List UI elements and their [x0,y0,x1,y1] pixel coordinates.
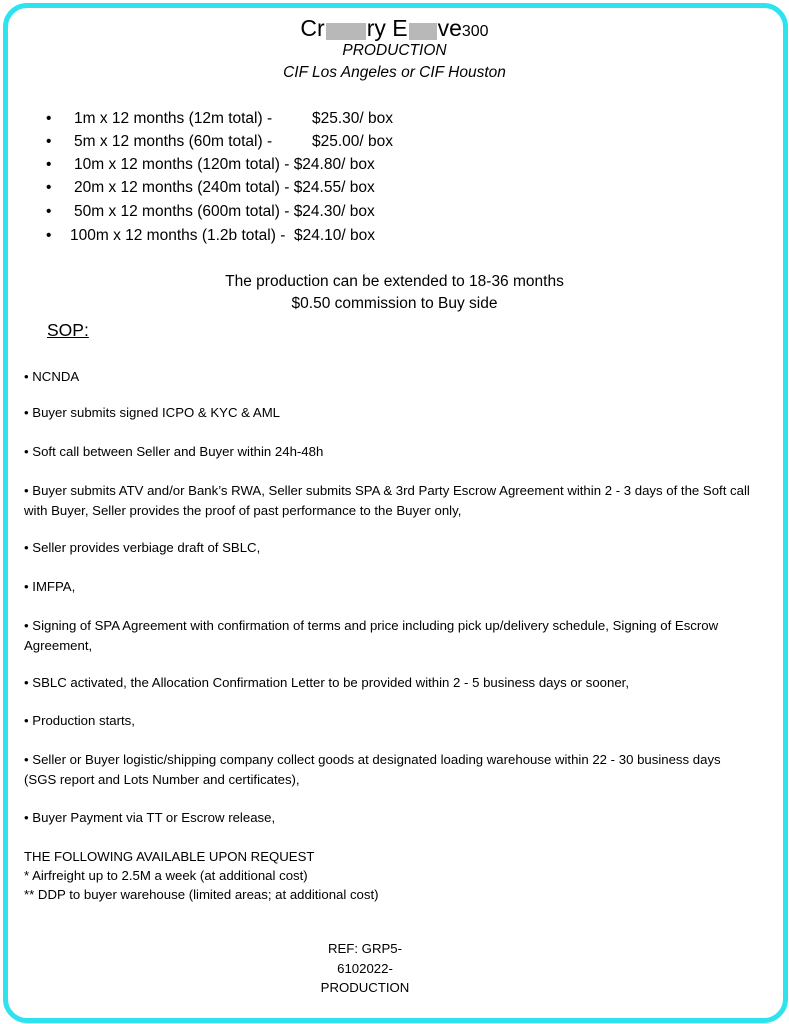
commission-note: $0.50 commission to Buy side [291,295,498,312]
redaction-block [326,23,366,40]
sop-step: • NCNDA [24,369,80,384]
request-heading: THE FOLLOWING AVAILABLE UPON REQUEST [24,849,315,864]
sop-step: • Seller or Buyer logistic/shipping company collect goods at designated loading warehouse within 22 - 30 business days (SGS report and Lots Number and certificates), [24,752,721,787]
sop-step: • Signing of SPA Agreement with confirmation of terms and price including pick up/delivery schedule, Signing of Escrow Agreement, [24,618,719,653]
tier-price: $24.10/ box [294,227,376,244]
reference-line: 6102022- [337,961,393,976]
price-tier [46,202,375,222]
title-suffix: 300 [461,23,489,40]
tier-price: $24.55/ box [293,179,375,196]
price-tier [46,155,375,175]
tier-term: 1m x 12 months (12m total) - [74,110,273,127]
tier-price: $25.30/ box [312,110,394,127]
sop-heading: SOP: [47,320,89,340]
sop-step: • Soft call between Seller and Buyer within 24h-48h [24,444,324,459]
sop-step: • Production starts, [24,713,135,728]
tier-term: 100m x 12 months (1.2b total) - [70,227,286,244]
tier-price: $25.00/ box [312,133,394,150]
sop-step: • Buyer Payment via TT or Escrow release, [24,810,276,825]
request-item: ** DDP to buyer warehouse (limited areas; at additional cost) [24,887,379,902]
sop-step: • SBLC activated, the Allocation Confirmation Letter to be provided within 2 - 5 business days or sooner, [24,675,629,690]
bullet: • [46,179,52,196]
sop-step: • IMFPA, [24,579,76,594]
tier-term: 5m x 12 months (60m total) - [74,133,273,150]
request-item: * Airfreight up to 2.5M a week (at additional cost) [24,868,308,883]
bullet: • [46,156,52,173]
tier-price: $24.80/ box [293,156,375,173]
reference-line: PRODUCTION [320,980,410,995]
bullet: • [46,110,52,127]
sop-step: • Buyer submits signed ICPO & KYC & AML [24,405,281,420]
extension-note: The production can be extended to 18-36 months [225,273,564,290]
bullet: • [46,203,52,220]
bullet: • [46,133,52,150]
price-tier [46,226,375,246]
sop-step: • Seller provides verbiage draft of SBLC, [24,540,261,555]
tier-term: 50m x 12 months (600m total) - [74,203,290,220]
sop-step: • Buyer submits ATV and/or Bank’s RWA, Seller submits SPA & 3rd Party Escrow Agreement within 2 - 3 days of the Soft call with Buyer, Seller provides the proof of past performance to the Buyer only, [24,483,750,518]
subtitle-production: PRODUCTION [342,42,447,59]
redaction-block [409,23,437,40]
price-tier [46,132,393,152]
title-part-2: ry E [366,15,408,41]
tier-price: $24.30/ box [293,203,375,220]
title-part-1: Cr [300,15,325,41]
subtitle-location: CIF Los Angeles or CIF Houston [283,64,506,81]
price-tier [46,178,375,198]
price-tier [46,109,393,129]
title-part-3: ve [437,15,462,41]
bullet: • [46,227,52,244]
reference-line: REF: GRP5- [327,941,402,956]
tier-term: 10m x 12 months (120m total) - [74,156,290,173]
tier-term: 20m x 12 months (240m total) - [74,179,290,196]
